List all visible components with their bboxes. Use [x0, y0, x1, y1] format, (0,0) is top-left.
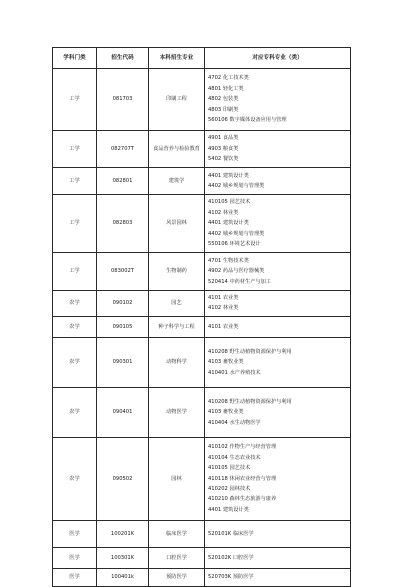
- cell-code: [97, 520, 149, 547]
- table-header-row: [53, 48, 351, 69]
- cell-category-text: 农学: [69, 359, 80, 366]
- cell-code: [97, 253, 149, 291]
- cell-major: [149, 547, 205, 568]
- specialty-line: 4402 城乡规划与管理类: [208, 183, 265, 189]
- cell-code-text: 082707T: [111, 145, 134, 152]
- specialty-line: 5402 餐饮类: [208, 156, 239, 163]
- cell-code: [97, 547, 149, 568]
- cell-specialties: [205, 253, 351, 291]
- cell-category: [53, 387, 97, 437]
- specialty-line: 4802 包装类: [208, 96, 239, 103]
- cell-code-text: 081703: [112, 96, 133, 103]
- specialty-line: 4901 食品类: [208, 135, 239, 142]
- cell-major: [149, 168, 205, 195]
- cell-category: [53, 168, 97, 195]
- cell-specialties: [205, 195, 351, 253]
- cell-major: [149, 291, 205, 317]
- table-row: [53, 568, 351, 586]
- header-specialty: 对应专科专业（类）: [205, 48, 351, 69]
- table-row: [53, 168, 351, 195]
- table-row: [53, 316, 351, 337]
- specialty-line: 410105 园艺技术: [208, 465, 251, 472]
- cell-category-text: 工学: [69, 177, 80, 184]
- cell-code-text: 090301: [112, 359, 133, 366]
- cell-code-text: 090105: [112, 323, 133, 330]
- cell-category-text: 工学: [69, 220, 80, 227]
- cell-code: [97, 387, 149, 437]
- specialty-line: 4103 畜牧业类: [208, 359, 244, 366]
- cell-category-text: 医学: [69, 554, 80, 561]
- cell-category-text: 农学: [69, 475, 80, 482]
- cell-code: [97, 337, 149, 387]
- cell-specialties: [205, 337, 351, 387]
- cell-code: [97, 195, 149, 253]
- specialty-line: 4102 林业类: [208, 209, 239, 216]
- cell-major: [149, 253, 205, 291]
- cell-category: [53, 520, 97, 547]
- major-mapping-table: [52, 47, 351, 587]
- cell-code: [97, 568, 149, 586]
- cell-specialties: [205, 568, 351, 586]
- specialty-line: 410208 野生动植物资源保护与利用: [208, 398, 292, 405]
- cell-category-text: 工学: [69, 96, 80, 103]
- specialty-line: 410208 野生动植物资源保护与利用: [208, 348, 292, 355]
- specialty-line: 4103 畜牧业类: [208, 409, 244, 416]
- cell-major-text: 种子科学与工程: [158, 323, 195, 330]
- cell-specialties: [205, 547, 351, 568]
- cell-code: [97, 291, 149, 317]
- cell-major: [149, 69, 205, 131]
- specialty-line: 4401 建筑设计类: [208, 172, 249, 179]
- cell-code-text: 100401k: [111, 574, 134, 581]
- specialty-line: 410102 作物生产与经营管理: [208, 444, 277, 451]
- specialty-line: 560106 数字媒体设备应用与管理: [208, 117, 287, 124]
- cell-major-text: 临床医学: [166, 530, 187, 537]
- specialty-line: 410105 园艺技术: [208, 199, 251, 206]
- table-row: [53, 131, 351, 168]
- cell-category: [53, 437, 97, 520]
- cell-category-text: 农学: [69, 323, 80, 330]
- specialty-line: 4401 建筑设计类: [208, 220, 249, 227]
- header-code: 招生代码: [97, 48, 149, 69]
- specialty-line: 4401 建筑设计类: [208, 506, 249, 513]
- cell-specialties: [205, 131, 351, 168]
- specialty-line: 550106 环境艺术设计: [208, 241, 261, 248]
- cell-category: [53, 195, 97, 253]
- cell-code: [97, 69, 149, 131]
- cell-code-text: 090502: [112, 475, 133, 482]
- cell-category-text: 医学: [69, 530, 80, 537]
- cell-major: [149, 568, 205, 586]
- cell-category: [53, 316, 97, 337]
- cell-code: [97, 168, 149, 195]
- cell-major-text: 食品营养与检验教育: [153, 145, 200, 152]
- cell-major: [149, 195, 205, 253]
- cell-specialties: [205, 387, 351, 437]
- specialty-line: 410202 园林技术: [208, 486, 251, 493]
- cell-category-text: 医学: [69, 574, 80, 581]
- cell-major-text: 预防医学: [166, 574, 187, 581]
- specialty-line: 4902 药品与医疗器械类: [208, 268, 265, 275]
- cell-specialties: [205, 69, 351, 131]
- specialty-line: 4101 农业类: [208, 323, 239, 330]
- cell-major-text: 园艺: [171, 300, 182, 307]
- cell-major-text: 印刷工程: [166, 96, 187, 103]
- cell-code-text: 100301K: [110, 554, 135, 561]
- cell-major-text: 生物制药: [166, 268, 187, 275]
- cell-specialties: [205, 291, 351, 317]
- cell-code-text: 083002T: [111, 268, 134, 275]
- specialty-line: 4803 印刷类: [208, 106, 239, 113]
- cell-major-text: 动物科学: [166, 359, 187, 366]
- specialty-line: 410404 水生动物医学: [208, 419, 261, 426]
- cell-major: [149, 337, 205, 387]
- cell-code: [97, 131, 149, 168]
- cell-major-text: 风景园林: [166, 220, 187, 227]
- cell-code-text: 082803: [112, 220, 133, 227]
- table-row: [53, 520, 351, 547]
- cell-code-text: 100201K: [110, 530, 135, 537]
- specialty-line: 4801 轻化工类: [208, 85, 244, 92]
- table-row: [53, 547, 351, 568]
- cell-major-text: 口腔医学: [166, 554, 187, 561]
- specialty-line: 520102K 口腔医学: [208, 554, 254, 561]
- cell-major-text: 动物医学: [166, 409, 187, 416]
- cell-major-text: 园林: [171, 475, 182, 482]
- table-row: [53, 387, 351, 437]
- cell-code-text: 082801: [112, 177, 133, 184]
- specialty-line: 520703K 预防医学: [208, 574, 254, 581]
- cell-specialties: [205, 520, 351, 547]
- cell-category: [53, 131, 97, 168]
- cell-major: [149, 387, 205, 437]
- cell-major: [149, 316, 205, 337]
- cell-specialties: [205, 437, 351, 520]
- specialty-line: 520414 中药材生产与加工: [208, 278, 271, 285]
- cell-specialties: [205, 168, 351, 195]
- specialty-line: 4402 城乡规划与管理类: [208, 230, 265, 237]
- cell-category-text: 工学: [69, 268, 80, 275]
- specialty-line: 4701 生物技术类: [208, 257, 249, 264]
- cell-category: [53, 253, 97, 291]
- table-row: [53, 337, 351, 387]
- cell-category: [53, 547, 97, 568]
- table-row: [53, 195, 351, 253]
- cell-major: [149, 520, 205, 547]
- specialty-line: 4702 化工技术类: [208, 75, 249, 82]
- cell-specialties: [205, 316, 351, 337]
- cell-code: [97, 437, 149, 520]
- specialty-line: 410210 森林生态旅游与康养: [208, 496, 277, 503]
- cell-category: [53, 337, 97, 387]
- table-row: [53, 253, 351, 291]
- cell-category: [53, 291, 97, 317]
- specialty-line: 410118 休闲农业经营与管理: [208, 475, 277, 482]
- specialty-line: 410104 生态农业技术: [208, 454, 261, 461]
- cell-category: [53, 69, 97, 131]
- cell-major-text: 建筑学: [168, 177, 185, 184]
- cell-category: [53, 568, 97, 586]
- cell-major: [149, 131, 205, 168]
- specialty-line: 4102 林业类: [208, 305, 239, 312]
- specialty-line: 4101 农业类: [208, 295, 239, 301]
- header-category: 学科门类: [53, 48, 97, 69]
- cell-major: [149, 437, 205, 520]
- cell-category-text: 农学: [69, 409, 80, 416]
- cell-code-text: 090401: [112, 409, 133, 416]
- specialty-line: 4903 粮食类: [208, 145, 239, 152]
- table-row: [53, 291, 351, 317]
- cell-code: [97, 316, 149, 337]
- header-major: 本科招生专业: [149, 48, 205, 69]
- specialty-line: 410401 水产养殖技术: [208, 369, 261, 376]
- cell-category-text: 工学: [69, 145, 80, 152]
- table-row: [53, 437, 351, 520]
- specialty-line: 520101K 临床医学: [208, 530, 254, 537]
- table-row: [53, 69, 351, 131]
- cell-category-text: 农学: [69, 300, 80, 307]
- cell-code-text: 090102: [112, 300, 133, 307]
